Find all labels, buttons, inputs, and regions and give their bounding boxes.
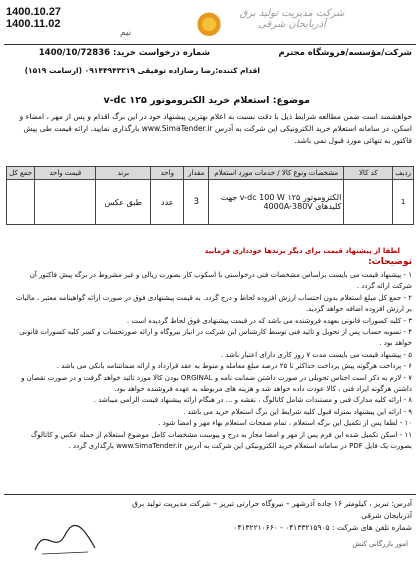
cell-code xyxy=(344,180,393,225)
cell-brand: طبق عکس xyxy=(96,180,151,225)
date-line-1: 1400.10.27 xyxy=(6,6,62,18)
subject: موضوع: استعلام خرید الکتروموتور v-dc ۱۲۵ xyxy=(103,95,310,106)
note-item: ۱۰ - لطفا پس از تکمیل این برگه استعلام ، تمام صفحات استعلام بهاء مهر و امضا شود . xyxy=(158,419,412,428)
header-divider xyxy=(4,44,416,45)
note-item: ۹ - ارائه این پیشنهاد بمنزله قبول کلیه شرایط این برگ استعلام خرید می باشد . xyxy=(183,407,412,416)
request-number-label: شماره درخواست خرید: xyxy=(113,48,210,58)
request-number: 1400/10/72836 xyxy=(38,48,111,58)
cell-total xyxy=(7,180,35,225)
notes-list xyxy=(8,270,412,453)
cell-row: 1 xyxy=(393,180,414,225)
note-item: ۴ - تسویه حساب پس از تحویل و تائید فنی توسط کارشناس این شرکت در انبار نیروگاه و ارائه صورتحساب و کسر کلیه کسورات قانونی خواهد بود . xyxy=(19,328,412,348)
action-by: اقدام کننده:رضا رضازاده توفیقی ۰۹۱۴۴۹۴۳۲۱۹ (ارسامت ۱۵۱۹) xyxy=(24,66,260,75)
footer-divider xyxy=(4,494,416,495)
cell-qty: 3 xyxy=(184,180,209,225)
header-cell-unit: واحد xyxy=(151,167,184,180)
note-item: ۸ - ارائه کلیه مدارک فنی و مستندات شامل کاتالوگ ، نقشه و ... در هنگام ارائه پیشنهاد قیمت الزامی میباشد . xyxy=(93,396,412,405)
company-name: شرکت مدیریت تولید برق آذربایجان شرقی xyxy=(239,8,345,30)
date-line-2: 1400.11.02 xyxy=(6,18,61,30)
brand-warning: لطفا از پیشنهاد قیمت برای دیگر برندها خودداری فرمایید xyxy=(204,247,400,255)
header-cell-qty: مقدار xyxy=(184,167,209,180)
footer-address: آدرس: تبریز ، کیلومتر ۱۶ جاده آذرشهر – نیروگاه حرارتی تبریز – شرکت مدیریت تولید برق آذربایجان شرقی xyxy=(132,499,412,520)
footer-phones: شماره تلفن های شرکت : ۰۴۱۳۳۲۱۵۹۰۵ - ۰۴۱۳۲۲۱۰۶۶۰ xyxy=(233,523,412,532)
note-item: ۶ - پرداخت هرگونه پیش پرداخت حداکثر تا ۲۵ درصد مبلغ معامله و منوط به عقد قرارداد و ارائه ضمانتنامه بانکی می باشد . xyxy=(56,362,412,371)
note-item: ۷ - لازم به ذکر است اجناس تحویلی در صورت داشتن ضمانت نامه و ORGINAL بودن کالا مورد تائید خواهد گرفت و در صورت نقصان و داشتن هرگونه ایراد فنی ، کالا عودت داده خواهد شد و هزینه های مربوطه به عهده فروشنده خواهد بود. xyxy=(21,373,412,394)
table-row xyxy=(7,180,414,225)
recipient-label: شرکت/مؤسسه/فروشگاه محترم xyxy=(278,48,412,58)
request-number-block xyxy=(10,48,210,59)
note-item: ۲ - جمع کل مبلغ استعلام بدون احتساب ارزش افزوده لحاظ و درج گردد. به قیمت پیشنهادی فوق در صورت ارائه گواهینامه معتبر ، مالیات بر ارزش افزوده اضافه خواهد گردید. xyxy=(15,293,412,314)
header-cell-code: کد کالا xyxy=(344,167,393,180)
cell-unit: عدد xyxy=(151,180,184,225)
header-cell-unit-price: قیمت واحد xyxy=(35,167,96,180)
note-item: ۱ - پیشنهاد قیمت می بایست براساس مشخصات فنی درخواستی با اسکوپ کار بصورت ریالی و غیر مشروط در برگه پیش فاکتور آن شرکت ارائه گردد . xyxy=(29,271,412,291)
company-logo-icon xyxy=(196,10,222,36)
cell-unit-price xyxy=(35,180,96,225)
cell-desc: الکتروموتور ۱۲۵ v-dc 100 W جهت کلیدهای 4000A-380V xyxy=(209,180,344,225)
table-header-row xyxy=(7,167,414,180)
note-item: ۵ - پیشنهاد قیمت می بایست مدت ۷ روز کاری دارای اعتبار باشد . xyxy=(220,350,412,359)
items-table xyxy=(6,166,414,225)
header-tag: نیم xyxy=(120,28,132,38)
intro-paragraph: خواهشمند است ضمن مطالعه شرایط ذیل با دقت نسبت به اعلام بهترین پیشنهاد خود در این برگ اقدام و پس از مهر ، امضاء و اسکن، در سامانه استعلام خرید الکترونیکی این شرکت به آدرس www.SimaTender.ir بارگذاری نمایید، ارائه قیمت طی پیش فاکتور به تنهائی مورد قبول نمی باشد. xyxy=(19,112,412,145)
signature-scribble xyxy=(30,520,100,560)
footer-contact xyxy=(112,498,412,534)
note-item: ۱۱ - اسکن تکمیل شده این فرم پس از مهر و امضا مجاز به درج و پیوست مشخصات کامل موضوع استعلام از جمله عکس و کاتالوگ بصورت یک فایل PDF در سامانه استعلام خرید الکترونیکی این شرکت به آدرس www.SimaTender.ir بارگذاری گردد . xyxy=(31,430,412,451)
signature-label: امور بازرگانی کنش xyxy=(352,540,408,548)
header-cell-total: جمع کل xyxy=(7,167,35,180)
note-item: ۳ - کلیه کسورات قانونی بعهده فروشنده می باشد که در قیمت پیشنهادی فوق لحاظ گردیده است . xyxy=(126,316,412,325)
header-cell-row: ردیف xyxy=(393,167,414,180)
header-cell-desc: مشخصات ونوع کالا / خدمات مورد استعلام xyxy=(209,167,344,180)
header-cell-brand: برند xyxy=(96,167,151,180)
document-dates xyxy=(6,6,61,30)
notes-title: توضیحات: xyxy=(368,257,412,267)
